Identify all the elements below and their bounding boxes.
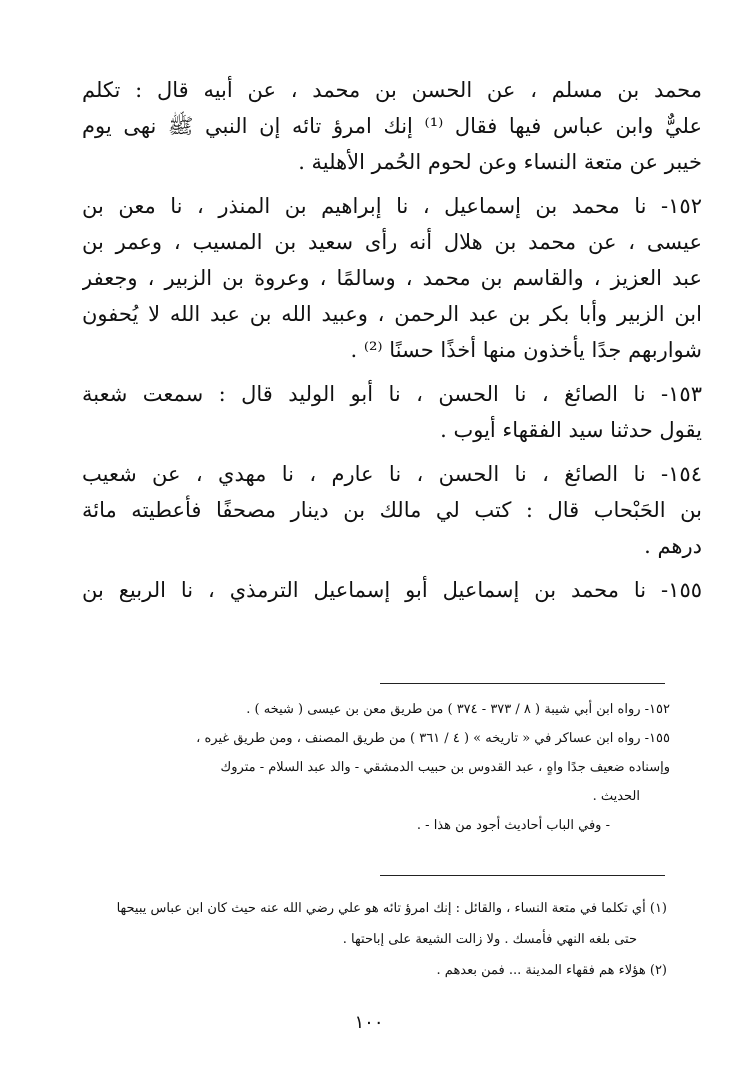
note-line: - وفي الباب أحاديث أجود من هذا - .: [416, 818, 610, 833]
page-number: ١٠٠: [354, 1012, 384, 1033]
footnotes-divider: [380, 875, 665, 876]
paragraph-151-continuation: [82, 72, 702, 180]
notes-divider: [380, 683, 665, 684]
footnotes: [62, 893, 667, 986]
paragraph-155: [82, 572, 702, 608]
footnote-line: حتى بلغه النهي فأمسك . ولا زالت الشيعة على إباحتها .: [342, 932, 637, 947]
text-line: محمد بن مسلم ، عن الحسن بن محمد ، عن أبيه قال : تكلم: [82, 78, 702, 102]
paragraph-153: [82, 376, 702, 448]
text-line: بن الحَبْحاب قال : كتب لي مالك بن دينار مصحفًا فأعطيته مائة: [82, 498, 702, 522]
note-line: ١٥٢- رواه ابن أبي شيبة ( ٨ / ٣٧٣ - ٣٧٤ ) من طريق معن بن عيسى ( شيخه ) .: [246, 702, 670, 717]
text-line: خيبر عن متعة النساء وعن لحوم الحُمر الأهلية .: [298, 150, 702, 174]
footnote-line: (٢) هؤلاء هم فقهاء المدينة ... فمن بعدهم .: [436, 963, 667, 978]
text-line: درهم .: [644, 534, 702, 558]
text-line: ابن الزبير وأبا بكر بن عبد الرحمن ، وعبيد الله بن عبد الله لا يُحفون: [82, 302, 702, 326]
footnote-line: (١) أي تكلما في متعة النساء ، والقائل : إنك امرؤ تائه هو علي رضي الله عنه حيث كان ابن عباس يبيحها: [116, 901, 667, 916]
text-line: ١٥٤- نا الصائغ ، نا الحسن ، نا عارم ، نا مهدي ، عن شعيب: [82, 462, 702, 486]
note-line: الحديث .: [592, 789, 640, 804]
text-line: ١٥٥- نا محمد بن إسماعيل أبو إسماعيل الترمذي ، نا الربيع بن: [82, 578, 702, 602]
note-line: وإسناده ضعيف جدًا واهٍ ، عبد القدوس بن حبيب الدمشقي - والد عبد السلام - متروك: [220, 760, 670, 775]
text-line: ١٥٣- نا الصائغ ، نا الحسن ، نا أبو الوليد قال : سمعت شعبة: [82, 382, 702, 406]
paragraph-152: [82, 188, 702, 368]
text-line: عليٌّ وابن عباس فيها فقال ⁽¹⁾ إنك امرؤ تائه إن النبي ﷺ نهى يوم: [82, 114, 702, 138]
paragraph-154: [82, 456, 702, 564]
text-line: شواربهم جدًا يأخذون منها أخذًا حسنًا ⁽²⁾ .: [350, 338, 702, 362]
note-line: ١٥٥- رواه ابن عساكر في « تاريخه » ( ٤ / ٣٦١ ) من طريق المصنف ، ومن طريق غيره ،: [196, 731, 670, 746]
text-line: ١٥٢- نا محمد بن إسماعيل ، نا إبراهيم بن المنذر ، نا معن بن: [82, 194, 702, 218]
main-text: [82, 72, 702, 616]
text-line: يقول حدثنا سيد الفقهاء أيوب .: [440, 418, 702, 442]
text-line: عبد العزيز ، والقاسم بن محمد ، وسالمًا ، وعروة بن الزبير ، وجعفر: [82, 266, 702, 290]
text-line: عيسى ، عن محمد بن هلال أنه رأى سعيد بن المسيب ، وعمر بن: [82, 230, 702, 254]
takhrij-notes: [70, 695, 670, 840]
